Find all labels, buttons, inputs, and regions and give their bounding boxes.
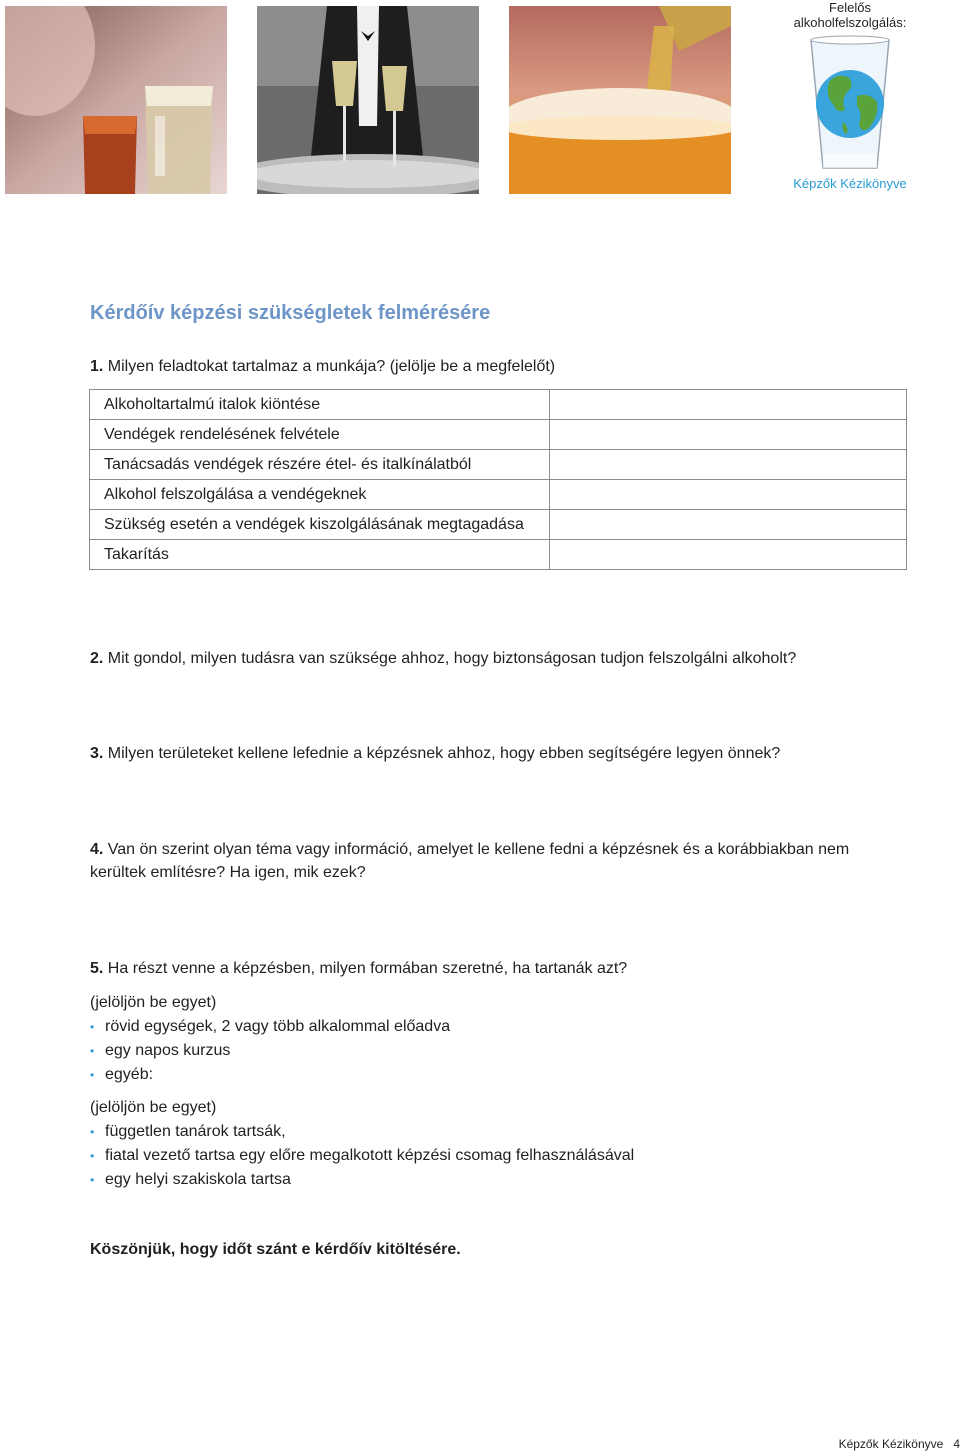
table-row bbox=[90, 450, 907, 480]
footer-label: Képzők Kézikönyve bbox=[838, 1437, 944, 1451]
list-item[interactable] bbox=[90, 1063, 450, 1087]
task-checkbox-cell[interactable] bbox=[550, 540, 907, 570]
bullet-icon: • bbox=[90, 1044, 95, 1058]
question-1-number: 1. bbox=[90, 358, 104, 375]
question-1-text: Milyen feladtokat tartalmaz a munkája? (jelölje be a megfelelőt) bbox=[107, 358, 556, 375]
list-item[interactable] bbox=[90, 1168, 634, 1192]
table-row bbox=[90, 390, 907, 420]
question-3-number: 3. bbox=[90, 745, 104, 762]
globe-in-glass-icon bbox=[807, 34, 893, 174]
option-group-2 bbox=[90, 1120, 634, 1192]
question-1 bbox=[90, 355, 890, 378]
table-row bbox=[90, 510, 907, 540]
list-item[interactable] bbox=[90, 1039, 450, 1063]
bullet-icon: • bbox=[90, 1068, 95, 1082]
option-group-1 bbox=[90, 1015, 450, 1087]
task-checkbox-cell[interactable] bbox=[550, 450, 907, 480]
table-row bbox=[90, 480, 907, 510]
page-number: 4 bbox=[953, 1437, 960, 1451]
task-label: Alkoholtartalmú italok kiöntése bbox=[90, 390, 550, 420]
question-3-text: Milyen területeket kellene lefednie a képzésnek ahhoz, hogy ebben segítségére legyen önnek? bbox=[107, 745, 781, 762]
table-row bbox=[90, 420, 907, 450]
task-checkbox-cell[interactable] bbox=[550, 510, 907, 540]
brand-block bbox=[780, 0, 920, 191]
question-5 bbox=[90, 957, 890, 980]
question-2-number: 2. bbox=[90, 650, 104, 667]
bullet-icon: • bbox=[90, 1149, 95, 1163]
drinks-glasses-photo bbox=[5, 6, 227, 194]
option-group-1-label: (jelöljön be egyet) bbox=[90, 994, 217, 1011]
beer-pouring-photo bbox=[509, 6, 731, 194]
task-checkbox-cell[interactable] bbox=[550, 390, 907, 420]
table-row bbox=[90, 540, 907, 570]
task-label: Takarítás bbox=[90, 540, 550, 570]
question-4 bbox=[90, 838, 880, 884]
question-5-number: 5. bbox=[90, 960, 104, 977]
task-label: Vendégek rendelésének felvétele bbox=[90, 420, 550, 450]
page-title: Kérdőív képzési szükségletek felmérésére bbox=[90, 302, 491, 324]
option-label: rövid egységek, 2 vagy több alkalommal előadva bbox=[105, 1018, 451, 1035]
question-4-number: 4. bbox=[90, 841, 104, 858]
task-label: Szükség esetén a vendégek kiszolgálásának megtagadása bbox=[90, 510, 550, 540]
list-item[interactable] bbox=[90, 1120, 634, 1144]
option-label: fiatal vezető tartsa egy előre megalkotott képzési csomag felhasználásával bbox=[105, 1147, 635, 1164]
list-item[interactable] bbox=[90, 1015, 450, 1039]
task-table bbox=[89, 389, 907, 570]
question-5-text: Ha részt venne a képzésben, milyen formában szeretné, ha tartanák azt? bbox=[107, 960, 628, 977]
option-label: egy helyi szakiskola tartsa bbox=[105, 1171, 291, 1188]
page-footer bbox=[839, 1437, 960, 1451]
thank-you-note: Köszönjük, hogy időt szánt e kérdőív kitöltésére. bbox=[90, 1241, 461, 1258]
brand-title-line1: Felelős bbox=[829, 0, 871, 15]
option-label: egyéb: bbox=[105, 1066, 154, 1083]
brand-title-line2: alkoholfelszolgálás: bbox=[793, 15, 907, 30]
option-group-2-label: (jelöljön be egyet) bbox=[90, 1099, 217, 1116]
question-2 bbox=[90, 647, 890, 670]
brand-subtitle: Képzők Kézikönyve bbox=[793, 176, 907, 191]
question-3 bbox=[90, 742, 890, 765]
task-checkbox-cell[interactable] bbox=[550, 420, 907, 450]
question-2-text: Mit gondol, milyen tudásra van szüksége ahhoz, hogy biztonságosan tudjon felszolgálni alkoholt? bbox=[107, 650, 797, 667]
task-checkbox-cell[interactable] bbox=[550, 480, 907, 510]
waiter-champagne-tray-photo bbox=[257, 6, 479, 194]
bullet-icon: • bbox=[90, 1125, 95, 1139]
task-label: Alkohol felszolgálása a vendégeknek bbox=[90, 480, 550, 510]
bullet-icon: • bbox=[90, 1173, 95, 1187]
option-label: egy napos kurzus bbox=[105, 1042, 231, 1059]
question-4-text: Van ön szerint olyan téma vagy információ, amelyet le kellene fedni a képzésnek és a korábbiakban nem kerültek említésre? Ha igen, mik ezek? bbox=[90, 841, 850, 881]
bullet-icon: • bbox=[90, 1020, 95, 1034]
option-label: független tanárok tartsák, bbox=[105, 1123, 286, 1140]
list-item[interactable] bbox=[90, 1144, 634, 1168]
task-label: Tanácsadás vendégek részére étel- és italkínálatból bbox=[90, 450, 550, 480]
